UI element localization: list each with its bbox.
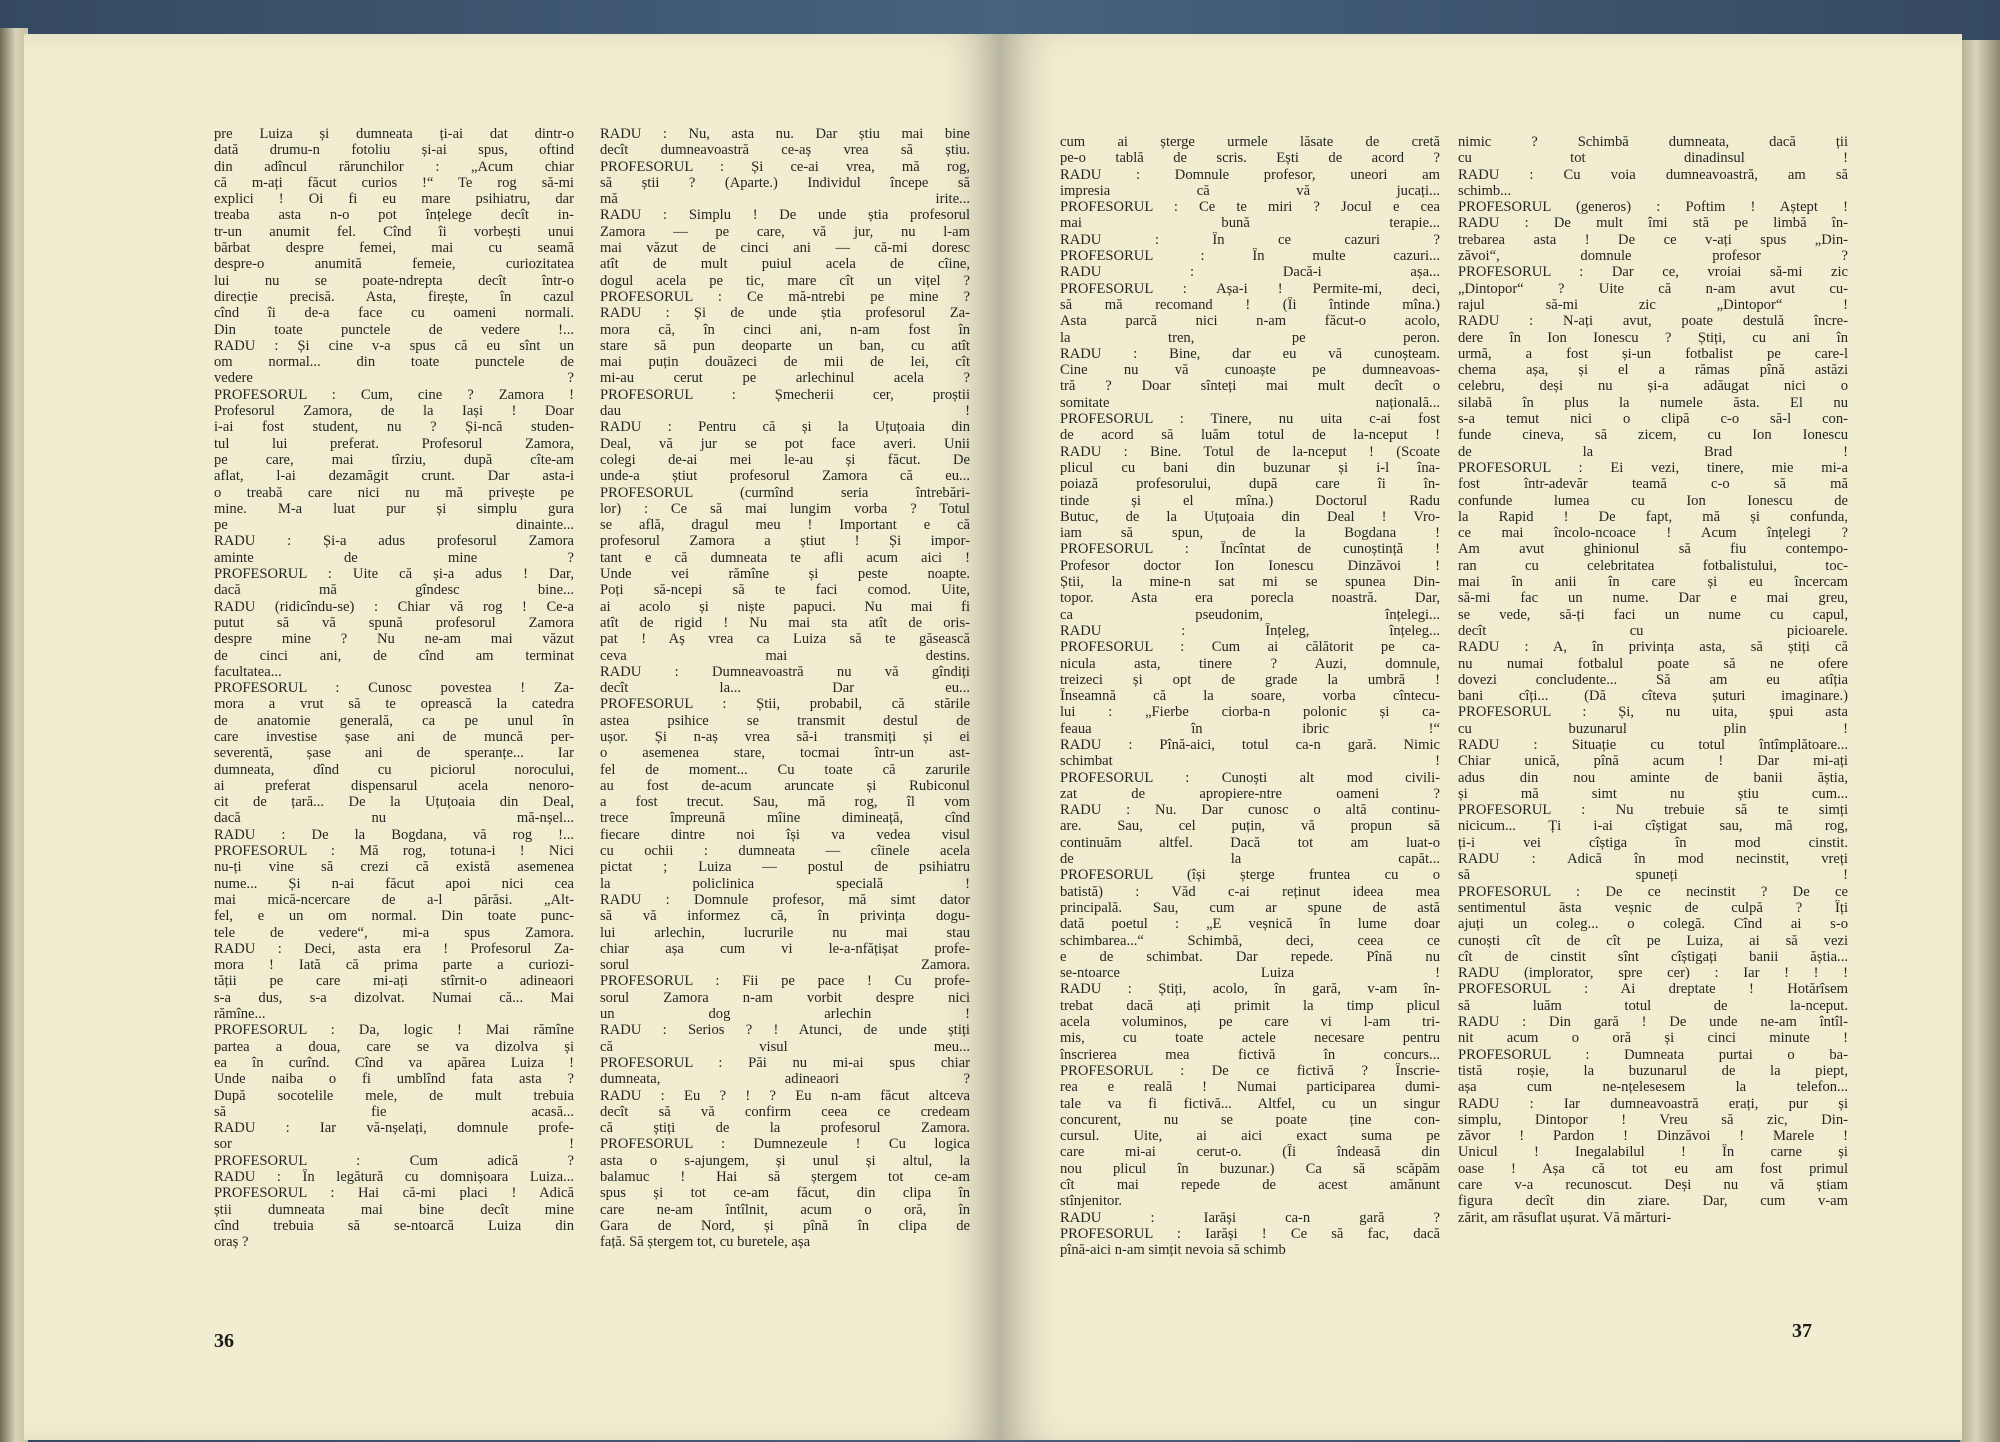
text-line: are. Sau, cel puțin, vă propun să [1060,818,1440,835]
text-line: RADU : Bine, dar eu vă cunoșteam. [1060,345,1440,362]
text-line: RADU : Știți, acolo, în gară, v-am în- [1060,981,1440,998]
text-line: sorul Zamora n-am vorbit despre nici [600,989,970,1006]
text-line: nicicum... Ți i-ai cîștigat sau, mă rog, [1458,818,1848,835]
text-line: tul lui preferat. Profesorul Zamora, [214,435,574,452]
text-line: PROFESORUL : Ai dreptate ! Hotărîsem [1458,981,1848,998]
text-line: să spuneți ! [1458,867,1848,884]
text-line: oraș ? [214,1234,249,1251]
text-line: Gara de Nord, și pînă în clipa de [600,1217,970,1234]
text-line: fiecare dintre noi își va vedea visul [600,826,970,843]
text-line: zăvor ! Pardon ! Dinzăvoi ! Marele ! [1458,1128,1848,1145]
text-line: fel de moment... Cu toate că zarurile [600,761,970,778]
text-line: PROFESORUL : În multe cazuri... [1060,248,1440,265]
text-line: care mi-ai cerut-o. (Îi îndeasă din [1060,1144,1440,1161]
text-line: principală. Sau, cum ar spune de astă [1060,899,1440,916]
text-line: dată poetul : „E veșnică în lume doar [1060,916,1440,933]
text-line: unde-a știut profesorul Zamora că eu... [600,468,970,485]
text-line: partea a doua, care se va dizolva și [214,1038,574,1055]
text-line: decît să vă confirm ceea ce credeam [600,1103,970,1120]
text-line: cu ochii : dumneata — cîinele acela [600,843,970,860]
text-line: trebarea asta ! De ce v-ați spus „Din- [1458,231,1848,248]
text-line: RADU : Eu ? ! ? Eu n-am făcut altceva [600,1087,970,1104]
text-line: După socotelile mele, de mult trebuia [214,1087,574,1104]
text-line: că visul meu... [600,1038,970,1055]
text-line: să știi ? (Aparte.) Individul începe să [600,174,970,191]
text-line: concurent, nu se poate ține con- [1060,1111,1440,1128]
text-line: confunde lumea cu Ion Ionescu de [1458,492,1848,509]
text-line: pictat ; Luiza — postul de psihiatru [600,859,970,876]
text-line: cît de cinstit sînt cîștigați banii ăștia... [1458,948,1848,965]
text-line: pe-o tablă de scris. Ești de acord ? [1060,150,1440,167]
text-line: direcție precisă. Asta, firește, în cazul [214,288,574,305]
text-line: Butuc, de la Uțuțoaia din Deal ! Vro- [1060,508,1440,525]
text-line: PROFESORUL : Știi, probabil, că stările [600,696,970,713]
text-line: bani cîți... (Dă cîteva șuturi imaginare.) [1458,688,1848,705]
text-line: dau ! [600,403,970,420]
text-line: poiază profesorului, după care îi în- [1060,476,1440,493]
text-line: ran cu celebritatea fotbalistului, toc- [1458,557,1848,574]
text-line: PROFESORUL : Dar ce, vroiai să-mi zic [1458,264,1848,281]
text-column-4 [1458,134,1848,1226]
text-line: aflat, l-ai dezamăgit crunt. Dar asta-i [214,468,574,485]
text-line: PROFESORUL (își șterge fruntea cu o [1060,867,1440,884]
text-line: RADU : Simplu ! De unde știa profesorul [600,207,970,224]
text-line: balamuc ! Hai să ștergem tot ce-am [600,1169,970,1185]
text-line: adus din nou aminte de banii ăștia, [1458,769,1848,786]
text-line: de acord să luăm totul de la-nceput ! [1060,427,1440,444]
text-line: dogul acela pe tic, mare cît un vițel ? [600,272,970,289]
text-line: putut să vă spună profesorul Zamora [214,614,574,631]
text-line: silabă în plus la numele ăsta. El nu [1458,394,1848,411]
text-line: astea psihice se transmit destul de [600,712,970,729]
text-line: un dog arlechin ! [600,1006,970,1023]
text-line: lui nu se poate-ndrepta decît într-o [214,272,574,289]
text-line: Unicul ! Inegalabilul ! În carne și [1458,1144,1848,1161]
text-column-1 [214,126,574,1250]
text-line: nimic ? Schimbă dumneata, dacă ții [1458,134,1848,150]
text-line: ai acolo și niște papuci. Nu mai fi [600,598,970,615]
text-line: Unde vei rămîne și peste noapte. [600,566,970,583]
text-line: ți-i vei cîștiga în mod cinstit. [1458,834,1848,851]
text-line: „Dintopor“ ? Uite că n-am avut cu- [1458,280,1848,297]
text-line: RADU : Adică în mod necinstit, vreți [1458,851,1848,868]
text-line: PROFESORUL : Hai că-mi placi ! Adică [214,1185,574,1202]
text-line: trece împreună mîine dimineață, cînd [600,810,970,827]
text-line: chiar așa cum vi le-a-nfățișat profe- [600,940,970,957]
text-line: la tren, pe peron. [1060,329,1440,346]
text-line: RADU : Pînă-aici, totul ca-n gară. Nimic [1060,736,1440,753]
text-line: PROFESORUL : Ce te miri ? Jocul e cea [1060,199,1440,216]
text-line: PROFESORUL : Uite că și-a adus ! Dar, [214,566,574,583]
text-line: la Rapid ! De fapt, mă și confunda, [1458,508,1848,525]
text-line: topor. Asta era porecla noastră. Dar, [1060,590,1440,607]
text-line: RADU : Înțeleg, înțeleg... [1060,622,1440,639]
text-line: urmă, a fost și-un fotbalist pe care-l [1458,345,1848,362]
text-line: care ne-am întîlnit, acum o oră, în [600,1201,970,1218]
text-line: știi dumneata mai bine decît mine [214,1201,574,1218]
text-line: RADU : Iar dumneavoastră erați, pur și [1458,1095,1848,1112]
text-line: tistă roșie, la buzunarul de la piept, [1458,1062,1848,1079]
text-line: RADU : Bine. Totul de la-nceput ! (Scoate [1060,443,1440,460]
text-line: să fie acasă... [214,1103,574,1120]
text-line: chema așa, și el a rămas pînă astăzi [1458,362,1848,379]
text-line: mora a vrut să te oprească la catedra [214,696,574,713]
text-line: atît de rigid ! Nu mai sta atît de oris- [600,614,970,631]
text-line: sentimentul ăsta veșnic de culpă ? Îți [1458,899,1848,916]
text-line: rajul să-mi zic „Dintopor“ ! [1458,296,1848,313]
text-line: PROFESORUL (curmînd seria întrebări- [600,484,970,501]
text-line: ce mai încolo-ncoace ! Acum înțelegi ? [1458,525,1848,542]
text-line: stînjenitor. [1060,1193,1123,1210]
text-line: dumneata, dînd cu piciorul norocului, [214,761,574,778]
text-line: nou plicul în buzunar.) Ca să scăpăm [1060,1160,1440,1177]
text-line: colegi de-ai mei le-au și făcut. De [600,451,970,468]
text-line: tale va fi fictivă... Altfel, cu un singur [1060,1095,1440,1112]
text-line: au fost de-acum aruncate și Rubiconul [600,777,970,794]
text-line: plicul cu bani din buzunar și i-l îna- [1060,459,1440,476]
text-line: de anatomie generală, ca pe unul în [214,712,574,729]
text-line: PROFESORUL : Nu trebuie să te simți [1458,802,1848,819]
text-line: atît de mult puiul acela de cîine, [600,256,970,273]
text-line: Deal, vă jur se pot face averi. Unii [600,435,970,452]
text-line: zărit, am răsuflat ușurat. Vă mărturi- [1458,1209,1672,1226]
text-line: mine. M-a luat pur și simplu gura [214,500,574,517]
text-line: Din toate punctele de vedere !... [214,321,574,338]
text-line: că m-ați făcut curios !“ Te rog să-mi [214,174,574,191]
text-line: tății pe care mi-ați stîrnit-o adineaori [214,973,574,990]
text-line: să mă recomand ! (Îi întinde mîna.) [1060,296,1440,313]
text-line: facultatea... [214,663,282,680]
text-line: trebat dacă ați primit la timp plicul [1060,997,1440,1014]
text-line: RADU : N-ați avut, poate destulă încre- [1458,313,1848,330]
text-line: mai văzut de cinci ani — că-mi doresc [600,240,970,257]
text-line: iam să spun, de la Bogdana ! [1060,525,1440,542]
text-line: rea e reală ! Numai participarea dumi- [1060,1079,1440,1096]
page-right [1000,34,1962,1440]
text-line: care v-a recunoscut. Deși nu vă știam [1458,1177,1848,1193]
text-line: celebru, deși nu și-a adăugat nici o [1458,378,1848,395]
text-line: tele de vedere“, mi-a spus Zamora. [214,924,574,941]
text-line: zăvoi“, domnule profesor ? [1458,248,1848,265]
text-line: RADU : Dumneavoastră nu vă gîndiți [600,663,970,680]
text-line: treaba asta n-o pot înțelege decît in- [214,207,574,224]
text-line: i-ai fost student, nu ? Și-ncă studen- [214,419,574,436]
text-line: de la Brad ! [1458,443,1848,460]
text-line: ușor. Și n-aș vrea să-i transmiți și ei [600,728,970,745]
text-line: o asemenea stare, tocmai într-un ast- [600,745,970,762]
text-line: față. Să ștergem tot, cu buretele, așa [600,1234,811,1251]
text-line: nit acum o oră și cinci minute ! [1458,1030,1848,1047]
text-line: RADU : Dacă-i așa... [1060,264,1440,281]
text-line: cu buzunarul plin ! [1458,720,1848,737]
text-line: Poți să-ncepi să te faci comod. Uite, [600,582,970,599]
text-line: că știți de la profesorul Zamora. [600,1120,970,1137]
text-line: PROFESORUL : Cum, cine ? Zamora ! [214,386,574,403]
text-line: RADU : Situație cu totul întîmplătoare... [1458,736,1848,753]
text-line: rămîne... [214,1006,266,1023]
text-line: RADU : Serios ? ! Atunci, de unde știți [600,1022,970,1039]
text-line: simplu, Dintopor ! Vreu să zic, Din- [1458,1111,1848,1128]
text-line: cît mai repede de acest amănunt [1060,1177,1440,1193]
text-line: PROFESORUL : Și, nu uita, șpui asta [1458,704,1848,721]
text-line: PROFESORUL : Iarăși ! Ce să fac, dacă [1060,1225,1440,1242]
text-line: RADU : Iarăși ca-n gară ? [1060,1209,1440,1226]
text-line: RADU : Și de unde știa profesorul Za- [600,305,970,322]
text-line: se află, dragul meu ! Important e că [600,517,970,534]
text-line: decît dumneavoastră ce-aș vrea să știu. [600,142,970,159]
text-line: Unde naiba o fi umblînd fata asta ? [214,1071,574,1088]
text-line: sorul Zamora. [600,957,970,974]
text-line: PROFESORUL : Cunoști alt mod civili- [1060,769,1440,786]
text-line: lor) : Ce să mai lungim vorba ? Totul [600,500,970,517]
text-line: RADU : Domnule profesor, mă simt dator [600,891,970,908]
text-line: lui : „Fierbe ciorba-n polonic și ca- [1060,704,1440,721]
text-line: PROFESORUL : Așa-i ! Permite-mi, deci, [1060,280,1440,297]
text-line: treizeci și opt de grade la umbră ! [1060,671,1440,688]
text-line: PROFESORUL : Păi nu mi-ai spus chiar [600,1054,970,1071]
text-line: pre Luiza și dumneata ți-ai dat dintr-o [214,126,574,142]
text-line: PROFESORUL : Șmecherii cer, proștii [600,386,970,403]
text-line: mă irite... [600,191,970,208]
text-column-3 [1060,134,1440,1258]
text-line: tr-un anumit fel. Cînd îi vorbești unui [214,223,574,240]
page-number-right: 37 [1792,1320,1812,1342]
text-line: Cine nu vă cunoaște pe dumneavoas- [1060,362,1440,379]
text-line: om normal... din toate punctele de [214,354,574,371]
text-line: dovezi concludente... Să am eu atîția [1458,671,1848,688]
text-line: să-mi fac un nume. Dar e mai greu, [1458,590,1848,607]
text-line: RADU : De la Bogdana, vă rog !... [214,826,574,843]
text-line: RADU : Domnule profesor, uneori am [1060,166,1440,183]
text-line: PROFESORUL : Cunosc povestea ! Za- [214,680,574,697]
text-line: Zamora — pe care, vă jur, nu l-am [600,223,970,240]
text-line: PROFESORUL : Încîntat de cunoștință ! [1060,541,1440,558]
text-line: spus și tot ce-am făcut, din clipa în [600,1185,970,1202]
text-line: s-a temut nici o clipă c-o să-l con- [1458,411,1848,428]
text-line: dumneata, adineaori ? [600,1071,970,1088]
text-line: batistă) : Văd c-ai reținut ideea mea [1060,883,1440,900]
text-line: Profesorul Zamora, de la Iași ! Doar [214,403,574,420]
text-line: e de schimbat. Dar repede. Pînă nu [1060,948,1440,965]
text-line: să luăm totul de la-nceput. [1458,997,1848,1014]
text-line: explici ! Oi fi eu mare psihiatru, dar [214,191,574,208]
text-line: PROFESORUL : Cum ai călătorit pe ca- [1060,639,1440,656]
text-line: RADU : Nu, asta nu. Dar știu mai bine [600,126,970,142]
text-line: mai puțin douăzeci de mii de lei, cît [600,354,970,371]
text-line: funde cineva, să zicem, cu Ion Ionescu [1458,427,1848,444]
text-line: PROFESORUL : Da, logic ! Mai rămîne [214,1022,574,1039]
text-line: Știi, la mine-n sat mi se spunea Din- [1060,574,1440,591]
text-line: PROFESORUL : Tinere, nu uita c-ai fost [1060,411,1440,428]
text-line: cînd trebuia să se-ntoarcă Luiza din [214,1217,574,1234]
text-line: pînă-aici n-am simțit nevoia să schimb [1060,1242,1286,1259]
text-line: dacă mă gîndesc bine... [214,582,574,599]
text-line: ajuți un coleg... o colegă. Cînd ai s-o [1458,916,1848,933]
text-line: cit de țară... De la Uțuțoaia din Deal, [214,794,574,811]
text-line: care investise șase ani de muncă per- [214,728,574,745]
text-column-2 [600,126,970,1250]
text-line: înscrierea mea fictivă în concurs... [1060,1046,1440,1063]
text-line: ai preferat dispensarul acela nenoro- [214,777,574,794]
text-line: RADU : În legătură cu domnișoara Luiza... [214,1169,574,1185]
text-line: oase ! Așa că tot eu am fost primul [1458,1160,1848,1177]
text-line: continuăm altfel. Dacă tot am luat-o [1060,834,1440,851]
text-line: PROFESORUL : De ce necinstit ? De ce [1458,883,1848,900]
text-line: PROFESORUL : Și ce-ai vrea, mă rog, [600,158,970,175]
page-left [24,34,1000,1440]
text-line: PROFESORUL : De ce fictivă ? Înscrie- [1060,1062,1440,1079]
text-line: tant e că dumneata te afli acum aici ! [600,549,970,566]
text-line: dere în Ion Ionescu ? Știți, cu ani în [1458,329,1848,346]
text-line: nu-ți vine să crezi că există asemenea [214,859,574,876]
text-line: RADU : În ce cazuri ? [1060,231,1440,248]
text-line: de cinci ani, de cînd am terminat [214,647,574,664]
text-line: somitate națională... [1060,394,1440,411]
text-line: stare să pun deoparte un ban, cu atît [600,337,970,354]
text-line: PROFESORUL : Cum adică ? [214,1152,574,1169]
text-line: decît cu picioarele. [1458,622,1848,639]
text-line: fost într-adevăr teamă c-o să mă [1458,476,1848,493]
text-line: o treabă care nici nu mă privește pe [214,484,574,501]
text-line: Am avut ghinionul să fiu contempo- [1458,541,1848,558]
text-line: PROFESORUL : Fii pe pace ! Cu profe- [600,973,970,990]
text-line: schimbat ! [1060,753,1440,770]
text-line: figura decît din ziare. Dar, cum v-am [1458,1193,1848,1210]
text-line: despre-o anumită femeie, curiozitatea [214,256,574,273]
text-line: ea în curînd. Cînd va apărea Luiza ! [214,1054,574,1071]
text-line: sor ! [214,1136,574,1153]
text-line: RADU : Deci, asta era ! Profesorul Za- [214,940,574,957]
text-line: lui arlechin, lucrurile nu mai stau [600,924,970,941]
text-line: schimbarea...“ Schimbă, deci, ceea ce [1060,932,1440,949]
text-line: ca pseudonim, înțelegi... [1060,606,1440,623]
text-line: din adîncul rărunchilor : „Acum chiar [214,158,574,175]
text-line: PROFESORUL (generos) : Poftim ! Aștept ! [1458,199,1848,216]
text-line: asta o s-ajungem, și unul și altul, la [600,1152,970,1169]
text-line: RADU : Cu voia dumneavoastră, am să [1458,166,1848,183]
text-line: se vede, să-ți faci un nume cu capul, [1458,606,1848,623]
text-line: la policlinica specială ! [600,875,970,892]
text-line: pat ! Aș vrea ca Luiza să te găsească [600,631,970,648]
text-line: RADU : Nu. Dar cunosc o altă continu- [1060,802,1440,819]
text-line: impresia că vă jucați... [1060,182,1440,199]
text-line: fel, e un om normal. Din toate punc- [214,908,574,925]
text-line: s-a dus, s-a dizolvat. Numai că... Mai [214,989,574,1006]
text-line: se-ntoarce Luiza ! [1060,965,1440,982]
text-line: RADU : Iar vă-nșelați, domnule profe- [214,1120,574,1137]
text-line: PROFESORUL : Dumnezeule ! Cu logica [600,1136,970,1153]
text-line: RADU (ridicîndu-se) : Chiar vă rog ! Ce-a [214,598,574,615]
text-line: mi-au cerut pe arlechinul acela ? [600,370,970,387]
text-line: cunoști cît de cît pe Luiza, ai să vezi [1458,932,1848,949]
text-line: PROFESORUL : Mă rog, totuna-i ! Nici [214,843,574,860]
text-line: nume... Și n-ai făcut apoi nici cea [214,875,574,892]
text-line: RADU : Și cine v-a spus că eu sînt un [214,337,574,354]
page-number-left: 36 [214,1330,234,1352]
text-line: nu numai fotbalul poate să ne ofere [1458,655,1848,672]
text-line: PROFESORUL : Ce mă-ntrebi pe mine ? [600,288,970,305]
text-line: cu tot dinadinsul ! [1458,150,1848,167]
text-line: dacă nu mă-nșel... [214,810,574,827]
text-line: ceva mai destins. [600,647,970,664]
text-line: mai în anii în care și eu încercam [1458,574,1848,591]
text-line: RADU : Pentru că și la Uțuțoaia din [600,419,970,436]
text-line: RADU : Din gară ! De unde ne-am întîl- [1458,1014,1848,1031]
text-line: Asta parcă nici n-am făcut-o acolo, [1060,313,1440,330]
text-line: zat de apropiere-ntre oameni ? [1060,785,1440,802]
text-line: Profesor doctor Ion Ionescu Dinzăvoi ! [1060,557,1440,574]
text-line: de la capăt... [1060,851,1440,868]
book-edge-right [1960,40,2000,1442]
text-line: cum ai șterge urmele lăsate de cretă [1060,134,1440,150]
text-line: mora ! Iată că prima parte a curiozi- [214,957,574,974]
text-line: RADU : De mult îmi stă pe limbă în- [1458,215,1848,232]
text-line: așa cum ne-nțelesesem la telefon... [1458,1079,1848,1096]
text-line: și mă simt nu știu cum... [1458,785,1848,802]
text-line: tinde și el mîna.) Doctorul Radu [1060,492,1440,509]
text-line: să vă informez că, în privința dogu- [600,908,970,925]
text-line: mis, cu toate actele necesare pentru [1060,1030,1440,1047]
text-line: acela voluminos, pe care vi l-am tri- [1060,1014,1440,1031]
text-line: vedere ? [214,370,574,387]
text-line: aminte de mine ? [214,549,574,566]
text-line: severentă, șase ani de speranțe... Iar [214,745,574,762]
text-line: bărbat despre femei, mai cu seamă [214,240,574,257]
text-line: profesorul Zamora a știut ! Și impor- [600,533,970,550]
text-line: pe care, mai tîrziu, după cîte-am [214,451,574,468]
text-line: PROFESORUL : Ei vezi, tinere, mie mi-a [1458,459,1848,476]
text-line: cînd îi de-a face cu oameni normali. [214,305,574,322]
text-line: RADU : Și-a adus profesorul Zamora [214,533,574,550]
text-line: a fost trecut. Sau, mă rog, îl vom [600,794,970,811]
text-line: schimb... [1458,182,1512,199]
text-line: pe dinainte... [214,517,574,534]
text-line: tră ? Doar sînteți mai mult decît o [1060,378,1440,395]
text-line: despre mine ? Nu ne-am mai văzut [214,631,574,648]
text-line: RADU : A, în privința asta, să știți că [1458,639,1848,656]
text-line: dată drumu-n fotoliu și-ai spus, oftind [214,142,574,159]
text-line: PROFESORUL : Dumneata purtai o ba- [1458,1046,1848,1063]
text-line: Înseamnă că la soare, vorba cîntecu- [1060,688,1440,705]
text-line: cursul. Uite, ai aici exact suma pe [1060,1128,1440,1145]
text-line: Chiar unică, pînă acum ! Dar mi-ați [1458,753,1848,770]
text-line: feaua în ibric !“ [1060,720,1440,737]
text-line: mai bună terapie... [1060,215,1440,232]
text-line: mora că, în cinci ani, n-am fost în [600,321,970,338]
text-line: decît la... Dar eu... [600,680,970,697]
text-line: RADU (implorator, spre cer) : Iar ! ! ! [1458,965,1848,982]
text-line: nicula asta, tinere ? Auzi, domnule, [1060,655,1440,672]
text-line: mai mică-ncercare de a-l părăsi. „Alt- [214,891,574,908]
